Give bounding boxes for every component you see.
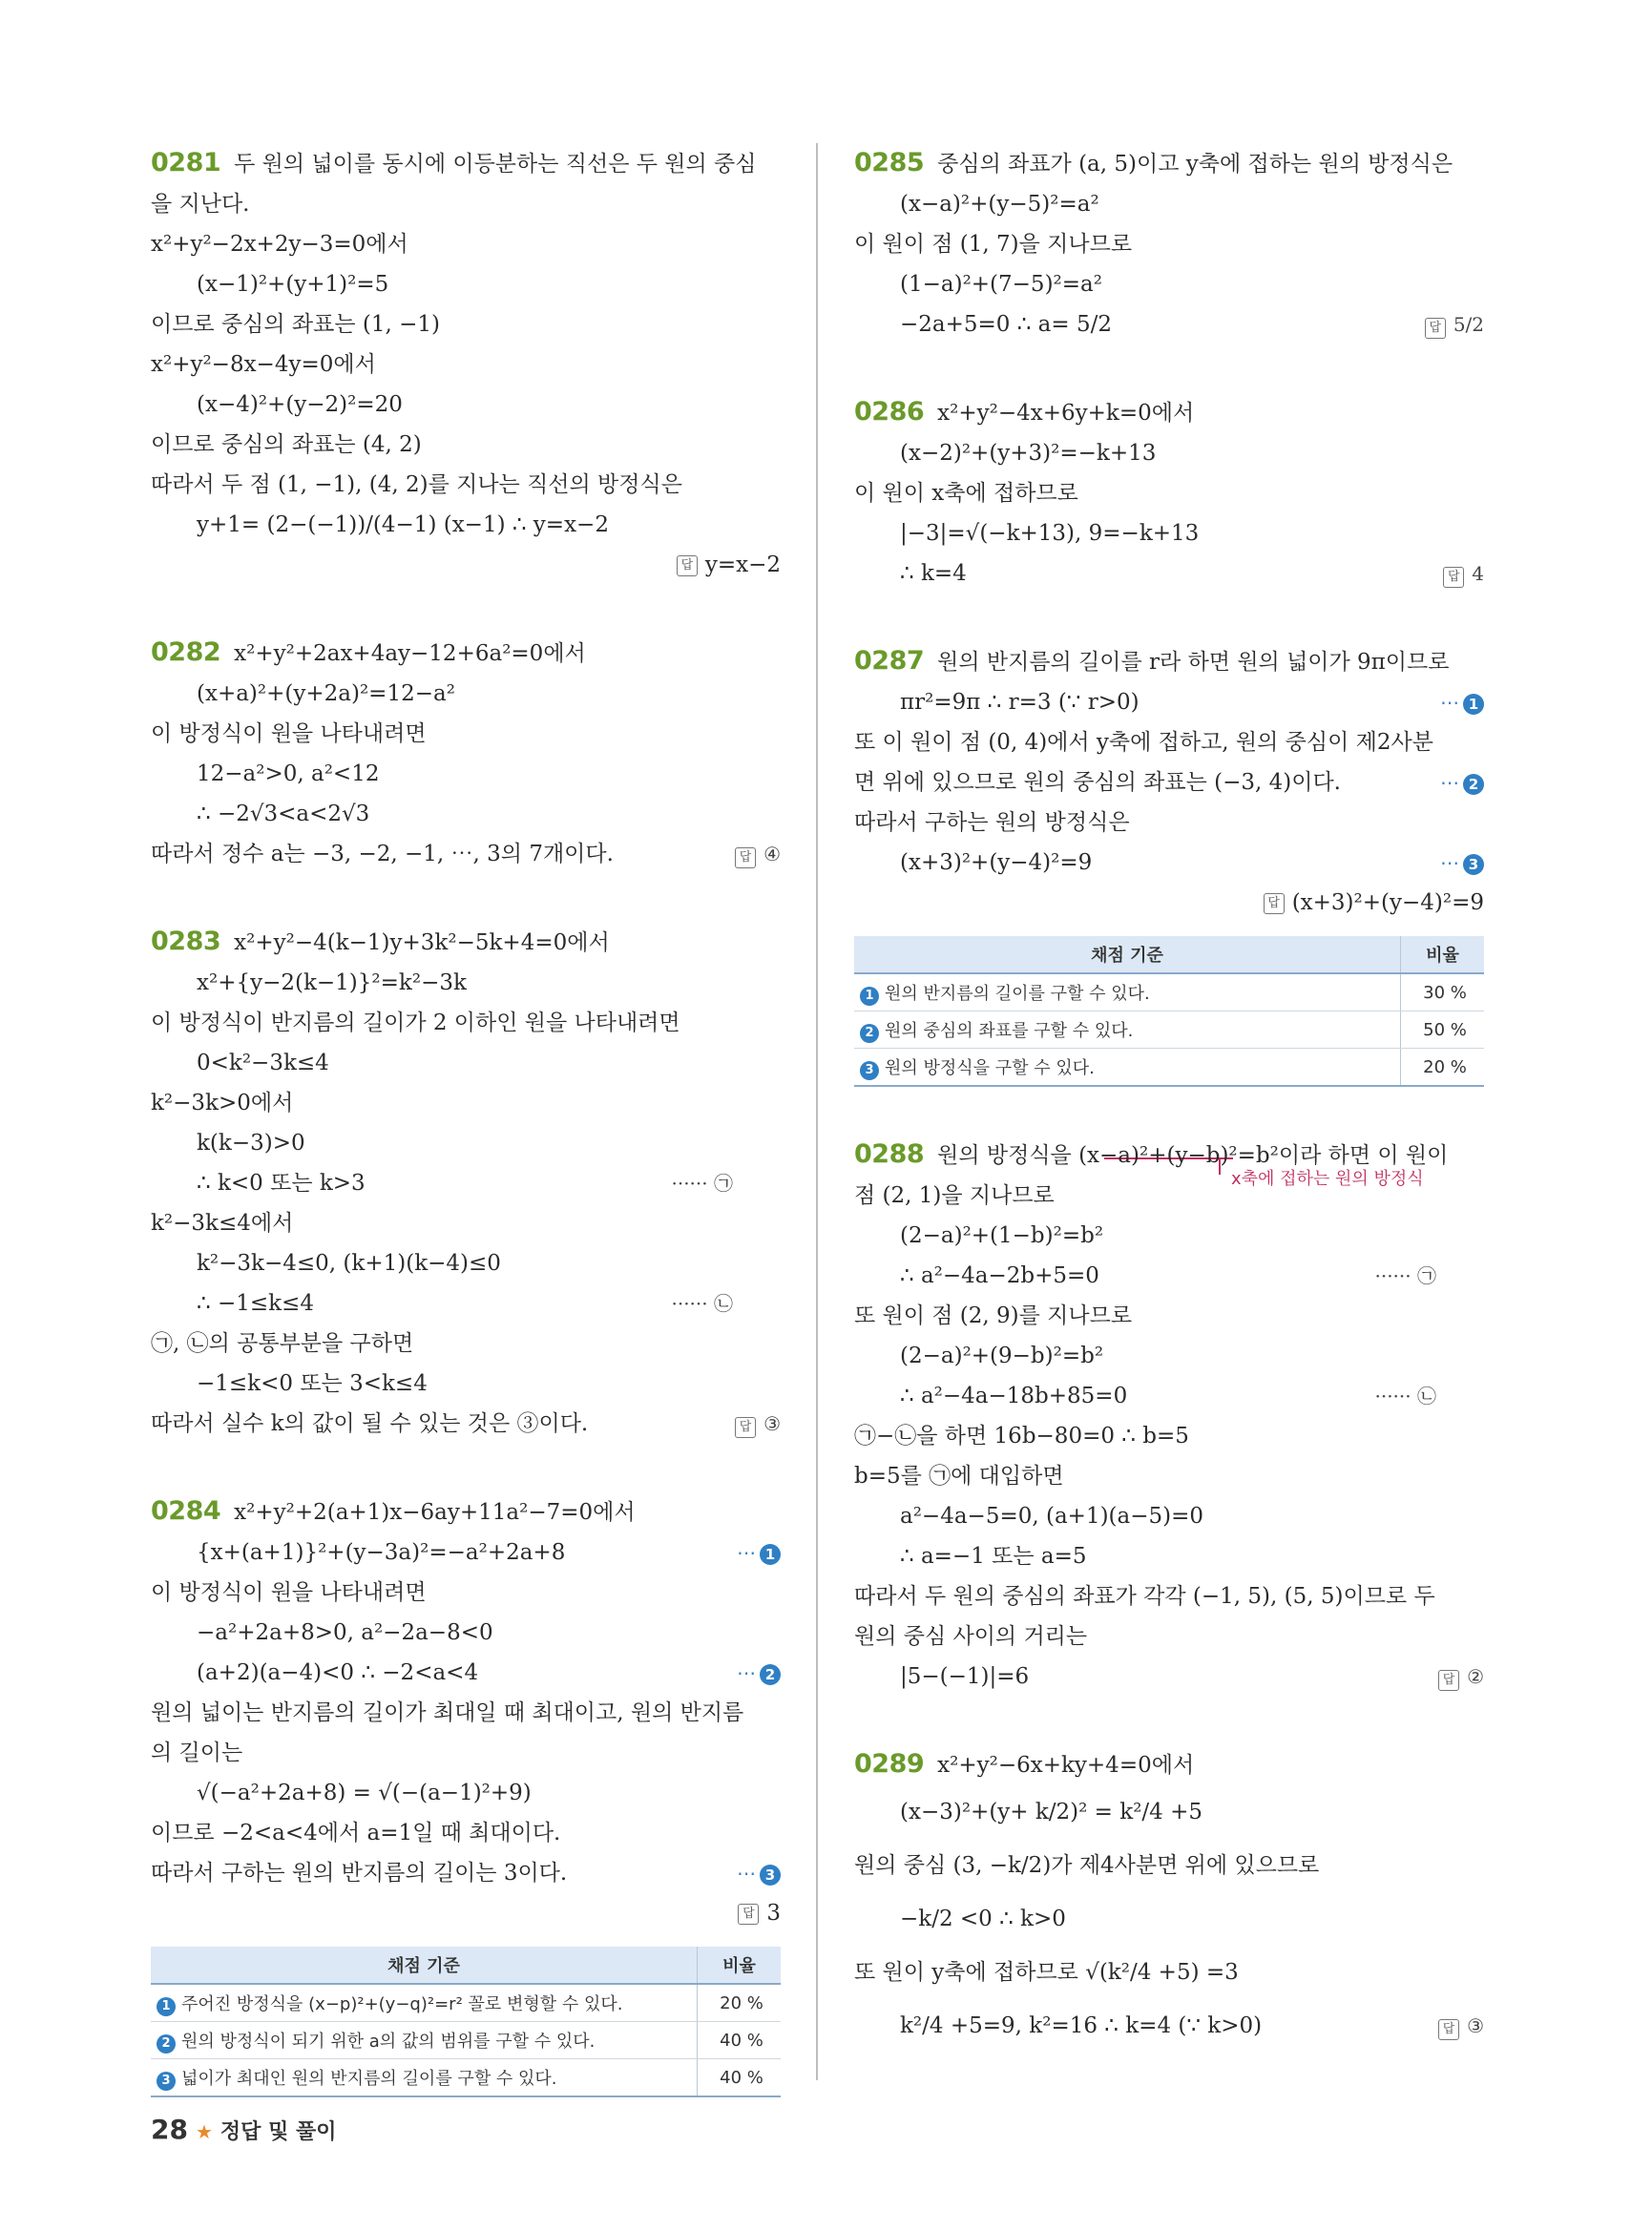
answer-tag-icon: 답 — [1438, 1670, 1459, 1691]
answer — [1438, 1999, 1484, 2053]
text-line: 이 원이 점 (1, 7)을 지나므로 — [854, 232, 1133, 257]
text-line: x²+y²−8x−4y=0에서 — [151, 352, 376, 377]
answer — [735, 1404, 781, 1444]
problem-0289 — [854, 1744, 1484, 2053]
problem-number: 0286 — [854, 397, 925, 427]
answer-value: ③ — [1467, 2014, 1484, 2037]
text-line: √(−a²+2a+8) = √(−(a−1)²+9) — [197, 1781, 532, 1805]
left-column — [151, 143, 781, 2145]
text-line-with-answer — [854, 304, 1484, 344]
text-line: −2a+5=0 ∴ a= 5/2 — [900, 312, 1112, 337]
text-line: (2−a)²+(9−b)²=b² — [900, 1344, 1104, 1368]
text-line: −k/2 <0 ∴ k>0 — [900, 1907, 1066, 1931]
grading-ratio: 20 % — [698, 1984, 782, 2022]
grading-row — [854, 973, 1484, 1011]
problem-number: 0287 — [854, 646, 925, 676]
text-line: (x−a)²+(y−5)²=a² — [900, 192, 1099, 217]
text-line: (2−a)²+(1−b)²=b² — [900, 1223, 1104, 1248]
text-line: ∴ k=4 — [900, 561, 967, 586]
text-line: x²+{y−2(k−1)}²=k²−3k — [197, 970, 467, 995]
text-line-with-marker — [151, 1163, 781, 1203]
text-line: 원의 중심 (3, −k/2)가 제4사분면 위에 있으므로 — [854, 1853, 1320, 1878]
text-line: 따라서 구하는 원의 반지름의 길이는 3이다. — [151, 1861, 568, 1886]
star-icon: ★ — [195, 2120, 213, 2143]
answer-tag-icon: 답 — [1443, 567, 1464, 588]
answer — [1443, 553, 1484, 594]
grading-ratio: 30 % — [1401, 973, 1485, 1011]
problem-number: 0282 — [151, 637, 221, 667]
problem-0281 — [151, 143, 781, 585]
text-line: 두 원의 넓이를 동시에 이등분하는 직선은 두 원의 중심 — [234, 152, 757, 177]
text-line-with-answer — [151, 1404, 781, 1444]
problem-0288 — [854, 1135, 1484, 1697]
answer-tag-icon: 답 — [1425, 318, 1446, 339]
answer-value: ③ — [763, 1412, 781, 1435]
text-line: x²+y²−6x+ky+4=0에서 — [937, 1753, 1195, 1778]
annotation-note: x축에 접하는 원의 방정식 — [1231, 1169, 1424, 1189]
answer-value: 3 — [766, 1901, 781, 1926]
text-line: 원의 중심 사이의 거리는 — [854, 1624, 1088, 1649]
text-line: 이 방정식이 원을 나타내려면 — [151, 1580, 427, 1605]
right-column — [854, 143, 1484, 2100]
text-line: (x−3)²+(y+ k/2)² = k²/4 +5 — [900, 1800, 1203, 1824]
text-line: (a+2)(a−4)<0 ∴ −2<a<4 — [197, 1660, 479, 1685]
step-marker: ⋯ 1 — [737, 1533, 781, 1573]
problem-0284 — [151, 1491, 781, 2097]
text-line: ∴ a=−1 또는 a=5 — [900, 1544, 1087, 1569]
grading-header-ratio: 비율 — [698, 1947, 782, 1984]
text-line: (x−2)²+(y+3)²=−k+13 — [900, 441, 1157, 466]
answer-tag-icon: 답 — [735, 847, 756, 868]
answer — [151, 1893, 781, 1933]
grading-header-ratio: 비율 — [1401, 936, 1485, 973]
text-line: 이 원이 x축에 접하므로 — [854, 481, 1078, 506]
text-line: b=5를 ㉠에 대입하면 — [854, 1464, 1064, 1489]
equation-marker: ······ ㉡ — [671, 1292, 733, 1315]
step-marker: ⋯ 1 — [1440, 682, 1484, 722]
text-line: 또 원이 점 (2, 9)를 지나므로 — [854, 1303, 1133, 1328]
grading-ratio: 40 % — [698, 2059, 782, 2097]
text-line: |−3|=√(−k+13), 9=−k+13 — [900, 521, 1200, 546]
step-number-icon: 1 — [760, 1544, 781, 1565]
text-line-with-marker — [854, 1256, 1484, 1296]
text-line: 또 이 원이 점 (0, 4)에서 y축에 접하고, 원의 중심이 제2사분 — [854, 730, 1433, 755]
answer — [1438, 1657, 1484, 1697]
step-marker: ⋯ 2 — [737, 1653, 781, 1693]
text-line: ∴ a²−4a−18b+85=0 — [900, 1384, 1128, 1408]
grading-criterion: 원의 방정식을 구할 수 있다. — [885, 1057, 1095, 1078]
text-line: 이 방정식이 반지름의 길이가 2 이하인 원을 나타내려면 — [151, 1011, 680, 1035]
grading-header-criteria: 채점 기준 — [854, 936, 1401, 973]
text-line-with-marker — [151, 1653, 781, 1693]
text-line: (1−a)²+(7−5)²=a² — [900, 272, 1102, 297]
step-number-icon: 3 — [157, 2072, 176, 2091]
answer-tag-icon: 답 — [1264, 893, 1285, 914]
text-line-with-marker — [151, 1283, 781, 1324]
text-line: (x+3)²+(y−4)²=9 — [900, 850, 1093, 875]
grading-row — [151, 1984, 781, 2022]
problem-number: 0281 — [151, 148, 221, 177]
text-line: 따라서 정수 a는 −3, −2, −1, ⋯, 3의 7개이다. — [151, 842, 614, 866]
text-line-with-answer — [151, 834, 781, 874]
text-line: ㉠, ㉡의 공통부분을 구하면 — [151, 1331, 414, 1356]
text-line: 0<k²−3k≤4 — [197, 1051, 329, 1075]
step-number-icon: 3 — [760, 1865, 781, 1886]
problem-0283 — [151, 922, 781, 1444]
text-line: 따라서 두 원의 중심의 좌표가 각각 (−1, 5), (5, 5)이므로 두 — [854, 1584, 1435, 1609]
step-marker: ⋯ 3 — [737, 1853, 781, 1893]
text-line: x²+y²+2ax+4ay−12+6a²=0에서 — [234, 641, 586, 666]
grading-ratio: 40 % — [698, 2022, 782, 2059]
text-line-with-marker — [854, 762, 1484, 803]
grading-header-criteria: 채점 기준 — [151, 1947, 698, 1984]
text-line: 이므로 중심의 좌표는 (4, 2) — [151, 432, 422, 457]
answer-value: 5/2 — [1453, 313, 1484, 336]
text-line: 면 위에 있으므로 원의 중심의 좌표는 (−3, 4)이다. — [854, 770, 1341, 795]
grading-row — [151, 2022, 781, 2059]
step-number-icon: 2 — [157, 2034, 176, 2054]
equation-marker: ······ ㉠ — [671, 1172, 733, 1195]
grading-criterion: 주어진 방정식을 (x−p)²+(y−q)²=r² 꼴로 변형할 수 있다. — [181, 1993, 623, 2014]
text-line: {x+(a+1)}²+(y−3a)²=−a²+2a+8 — [197, 1540, 566, 1565]
problem-number: 0285 — [854, 148, 925, 177]
text-line: x²+y²−4(k−1)y+3k²−5k+4=0에서 — [234, 930, 610, 955]
text-line-with-marker — [151, 1853, 781, 1893]
step-number-icon: 3 — [1463, 854, 1484, 875]
text-line: 의 길이는 — [151, 1741, 243, 1765]
text-line: 점 (2, 1)을 지나므로 — [854, 1183, 1055, 1208]
text-line: 따라서 두 점 (1, −1), (4, 2)를 지나는 직선의 방정식은 — [151, 472, 682, 497]
text-line-with-marker — [854, 1376, 1484, 1416]
answer-value: (x+3)²+(y−4)²=9 — [1291, 890, 1484, 915]
text-line: ∴ −2√3<a<2√3 — [197, 802, 370, 826]
text-line: ∴ a²−4a−2b+5=0 — [900, 1263, 1099, 1288]
text-line: y+1= (2−(−1))/(4−1) (x−1) ∴ y=x−2 — [197, 512, 609, 537]
page-footer — [151, 2114, 337, 2145]
problem-number: 0288 — [854, 1139, 925, 1169]
answer — [735, 834, 781, 874]
step-marker: ⋯ 2 — [1440, 762, 1484, 803]
answer-value: 4 — [1472, 562, 1484, 585]
grading-table — [854, 936, 1484, 1087]
text-line: (x−1)²+(y+1)²=5 — [197, 272, 389, 297]
text-line: |5−(−1)|=6 — [900, 1664, 1030, 1689]
text-line-with-answer — [854, 553, 1484, 594]
text-line-with-marker — [151, 1533, 781, 1573]
problem-0287 — [854, 641, 1484, 1087]
text-line: −a²+2a+8>0, a²−2a−8<0 — [197, 1620, 493, 1645]
step-marker: ⋯ 3 — [1440, 843, 1484, 883]
answer — [151, 545, 781, 585]
text-line: k(k−3)>0 — [197, 1131, 305, 1156]
text-line: (x−4)²+(y−2)²=20 — [197, 392, 403, 417]
text-line: k²/4 +5=9, k²=16 ∴ k=4 (∵ k>0) — [900, 2013, 1263, 2038]
text-line: ㉠−㉡을 하면 16b−80=0 ∴ b=5 — [854, 1424, 1189, 1449]
text-line: ∴ k<0 또는 k>3 — [197, 1171, 366, 1196]
text-line: 이므로 −2<a<4에서 a=1일 때 최대이다. — [151, 1821, 561, 1845]
answer-tag-icon: 답 — [1438, 2019, 1459, 2040]
grading-row — [854, 1049, 1484, 1087]
footer-label: 정답 및 풀이 — [220, 2120, 337, 2144]
text-line: 을 지난다. — [151, 192, 250, 217]
grading-row — [151, 2059, 781, 2097]
text-line: −1≤k<0 또는 3<k≤4 — [197, 1371, 428, 1396]
step-number-icon: 1 — [860, 987, 879, 1006]
text-line: 이므로 중심의 좌표는 (1, −1) — [151, 312, 441, 337]
equation-marker: ······ ㉠ — [1374, 1264, 1436, 1287]
text-line: 따라서 구하는 원의 방정식은 — [854, 810, 1130, 835]
text-line: (x+a)²+(y+2a)²=12−a² — [197, 681, 455, 706]
answer-tag-icon: 답 — [735, 1417, 756, 1438]
problem-number: 0283 — [151, 927, 221, 956]
step-number-icon: 1 — [157, 1997, 176, 2016]
step-number-icon: 3 — [860, 1061, 879, 1080]
text-line-with-answer — [854, 1657, 1484, 1697]
text-line: x²+y²−2x+2y−3=0에서 — [151, 232, 408, 257]
step-number-icon: 1 — [1463, 694, 1484, 715]
answer — [1425, 304, 1484, 344]
text-line: 중심의 좌표가 (a, 5)이고 y축에 접하는 원의 방정식은 — [937, 152, 1453, 177]
text-line: πr²=9π ∴ r=3 (∵ r>0) — [900, 690, 1140, 715]
problem-number: 0284 — [151, 1496, 221, 1526]
equation-marker: ······ ㉡ — [1374, 1385, 1436, 1407]
column-divider — [816, 143, 818, 2080]
text-line: 원의 넓이는 반지름의 길이가 최대일 때 최대이고, 원의 반지름 — [151, 1700, 744, 1725]
grading-criterion: 원의 중심의 좌표를 구할 수 있다. — [885, 1020, 1134, 1041]
text-line: 이 방정식이 원을 나타내려면 — [151, 721, 427, 746]
answer-value: ② — [1467, 1665, 1484, 1688]
grading-ratio: 20 % — [1401, 1049, 1485, 1087]
answer-value: y=x−2 — [704, 553, 781, 577]
problem-0285 — [854, 143, 1484, 344]
text-line: 또 원이 y축에 접하므로 √(k²/4 +5) =3 — [854, 1960, 1239, 1985]
problem-number: 0289 — [854, 1749, 925, 1779]
text-line-with-marker — [854, 843, 1484, 883]
text-line: 원의 방정식을 (x−a)²+(y−b)²=b²이라 하면 이 원이 — [937, 1143, 1449, 1168]
text-line: 12−a²>0, a²<12 — [197, 761, 380, 786]
grading-table — [151, 1947, 781, 2097]
problem-0286 — [854, 392, 1484, 594]
text-line: x²+y²−4x+6y+k=0에서 — [937, 401, 1195, 426]
grading-ratio: 50 % — [1401, 1011, 1485, 1049]
page-number: 28 — [151, 2114, 188, 2145]
answer-value: ④ — [763, 843, 781, 865]
grading-criterion: 원의 반지름의 길이를 구할 수 있다. — [885, 983, 1150, 1004]
text-line: 따라서 실수 k의 값이 될 수 있는 것은 ③이다. — [151, 1411, 589, 1436]
text-line: 원의 반지름의 길이를 r라 하면 원의 넓이가 9π이므로 — [937, 650, 1450, 675]
text-line: x²+y²+2(a+1)x−6ay+11a²−7=0에서 — [234, 1500, 636, 1525]
step-number-icon: 2 — [1463, 774, 1484, 795]
answer — [854, 883, 1484, 923]
step-number-icon: 2 — [860, 1024, 879, 1043]
text-line: k²−3k≤4에서 — [151, 1211, 294, 1236]
answer-tag-icon: 답 — [738, 1904, 759, 1925]
problem-0282 — [151, 633, 781, 874]
text-line: k²−3k>0에서 — [151, 1091, 294, 1116]
step-number-icon: 2 — [760, 1664, 781, 1685]
grading-criterion: 원의 방정식이 되기 위한 a의 값의 범위를 구할 수 있다. — [181, 2031, 596, 2052]
answer-tag-icon: 답 — [677, 555, 698, 576]
grading-row — [854, 1011, 1484, 1049]
text-line-with-marker — [854, 682, 1484, 722]
text-line: k²−3k−4≤0, (k+1)(k−4)≤0 — [197, 1251, 501, 1276]
grading-criterion: 넓이가 최대인 원의 반지름의 길이를 구할 수 있다. — [181, 2068, 557, 2089]
text-line-with-answer — [854, 1999, 1484, 2053]
text-line: a²−4a−5=0, (a+1)(a−5)=0 — [900, 1504, 1204, 1529]
text-line: ∴ −1≤k≤4 — [197, 1291, 314, 1316]
